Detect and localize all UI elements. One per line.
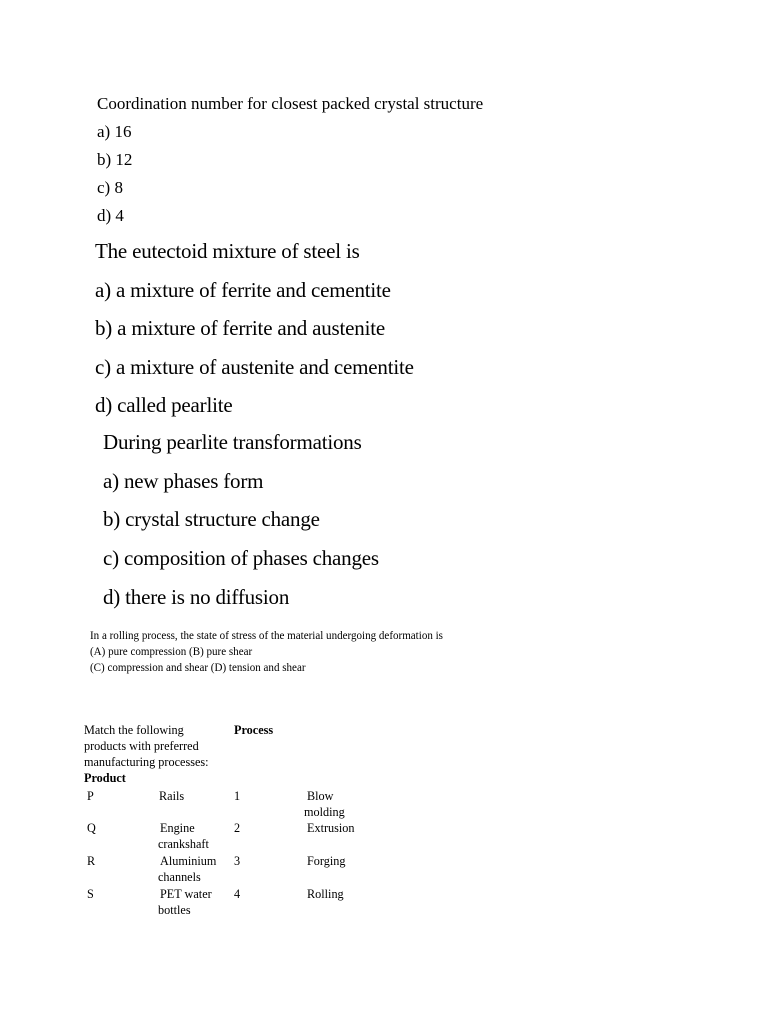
question-3-text: During pearlite transformations (103, 430, 362, 454)
question-3-option-a: a) new phases form (103, 469, 264, 493)
row-q-product-line-2: crankshaft (158, 836, 209, 851)
question-2-option-c: c) a mixture of austenite and cementite (95, 355, 414, 379)
match-intro-line-3: manufacturing processes: (84, 754, 209, 769)
question-2-option-a: a) a mixture of ferrite and cementite (95, 278, 391, 302)
match-intro-line-1: Match the following (84, 722, 184, 737)
question-2-option-d: d) called pearlite (95, 393, 233, 417)
row-s-product-line-1: PET water (160, 886, 212, 901)
question-3-option-b: b) crystal structure change (103, 507, 320, 531)
question-1-option-a: a) 16 (97, 122, 132, 141)
match-intro-line-2: products with preferred (84, 738, 199, 753)
row-s-product-line-2: bottles (158, 902, 191, 917)
row-q-process: Extrusion (307, 820, 355, 835)
row-s-number: 4 (234, 886, 241, 901)
row-r-product-line-2: channels (158, 869, 201, 884)
question-2-text: The eutectoid mixture of steel is (95, 239, 360, 263)
row-r-number: 3 (234, 853, 241, 868)
row-p-product: Rails (159, 788, 185, 803)
question-4-options-line-1: (A) pure compression (B) pure shear (90, 644, 253, 658)
question-3-option-c: c) composition of phases changes (103, 546, 379, 570)
row-q-number: 2 (234, 820, 241, 835)
row-s-process: Rolling (307, 886, 344, 901)
question-3-option-d: d) there is no diffusion (103, 585, 290, 609)
question-4-text: In a rolling process, the state of stress of the material undergoing deformation is (90, 628, 443, 642)
row-p-process-line-2: molding (304, 804, 345, 819)
row-r-process: Forging (307, 853, 346, 868)
row-q-product-line-1: Engine (160, 820, 195, 835)
row-p-letter: P (87, 788, 94, 803)
row-s-letter: S (87, 886, 94, 901)
question-1-option-b: b) 12 (97, 150, 133, 169)
product-column-header: Product (84, 770, 126, 785)
row-p-number: 1 (234, 788, 241, 803)
row-p-process-line-1: Blow (307, 788, 334, 803)
row-q-letter: Q (87, 820, 96, 835)
question-2-option-b: b) a mixture of ferrite and austenite (95, 316, 385, 340)
question-4-options-line-2: (C) compression and shear (D) tension and shear (90, 660, 306, 674)
question-1-text: Coordination number for closest packed crystal structure (97, 94, 484, 113)
question-1-option-d: d) 4 (97, 206, 124, 225)
row-r-letter: R (87, 853, 96, 868)
question-1-option-c: c) 8 (97, 178, 123, 197)
process-column-header: Process (234, 722, 274, 737)
row-r-product-line-1: Aluminium (160, 853, 217, 868)
